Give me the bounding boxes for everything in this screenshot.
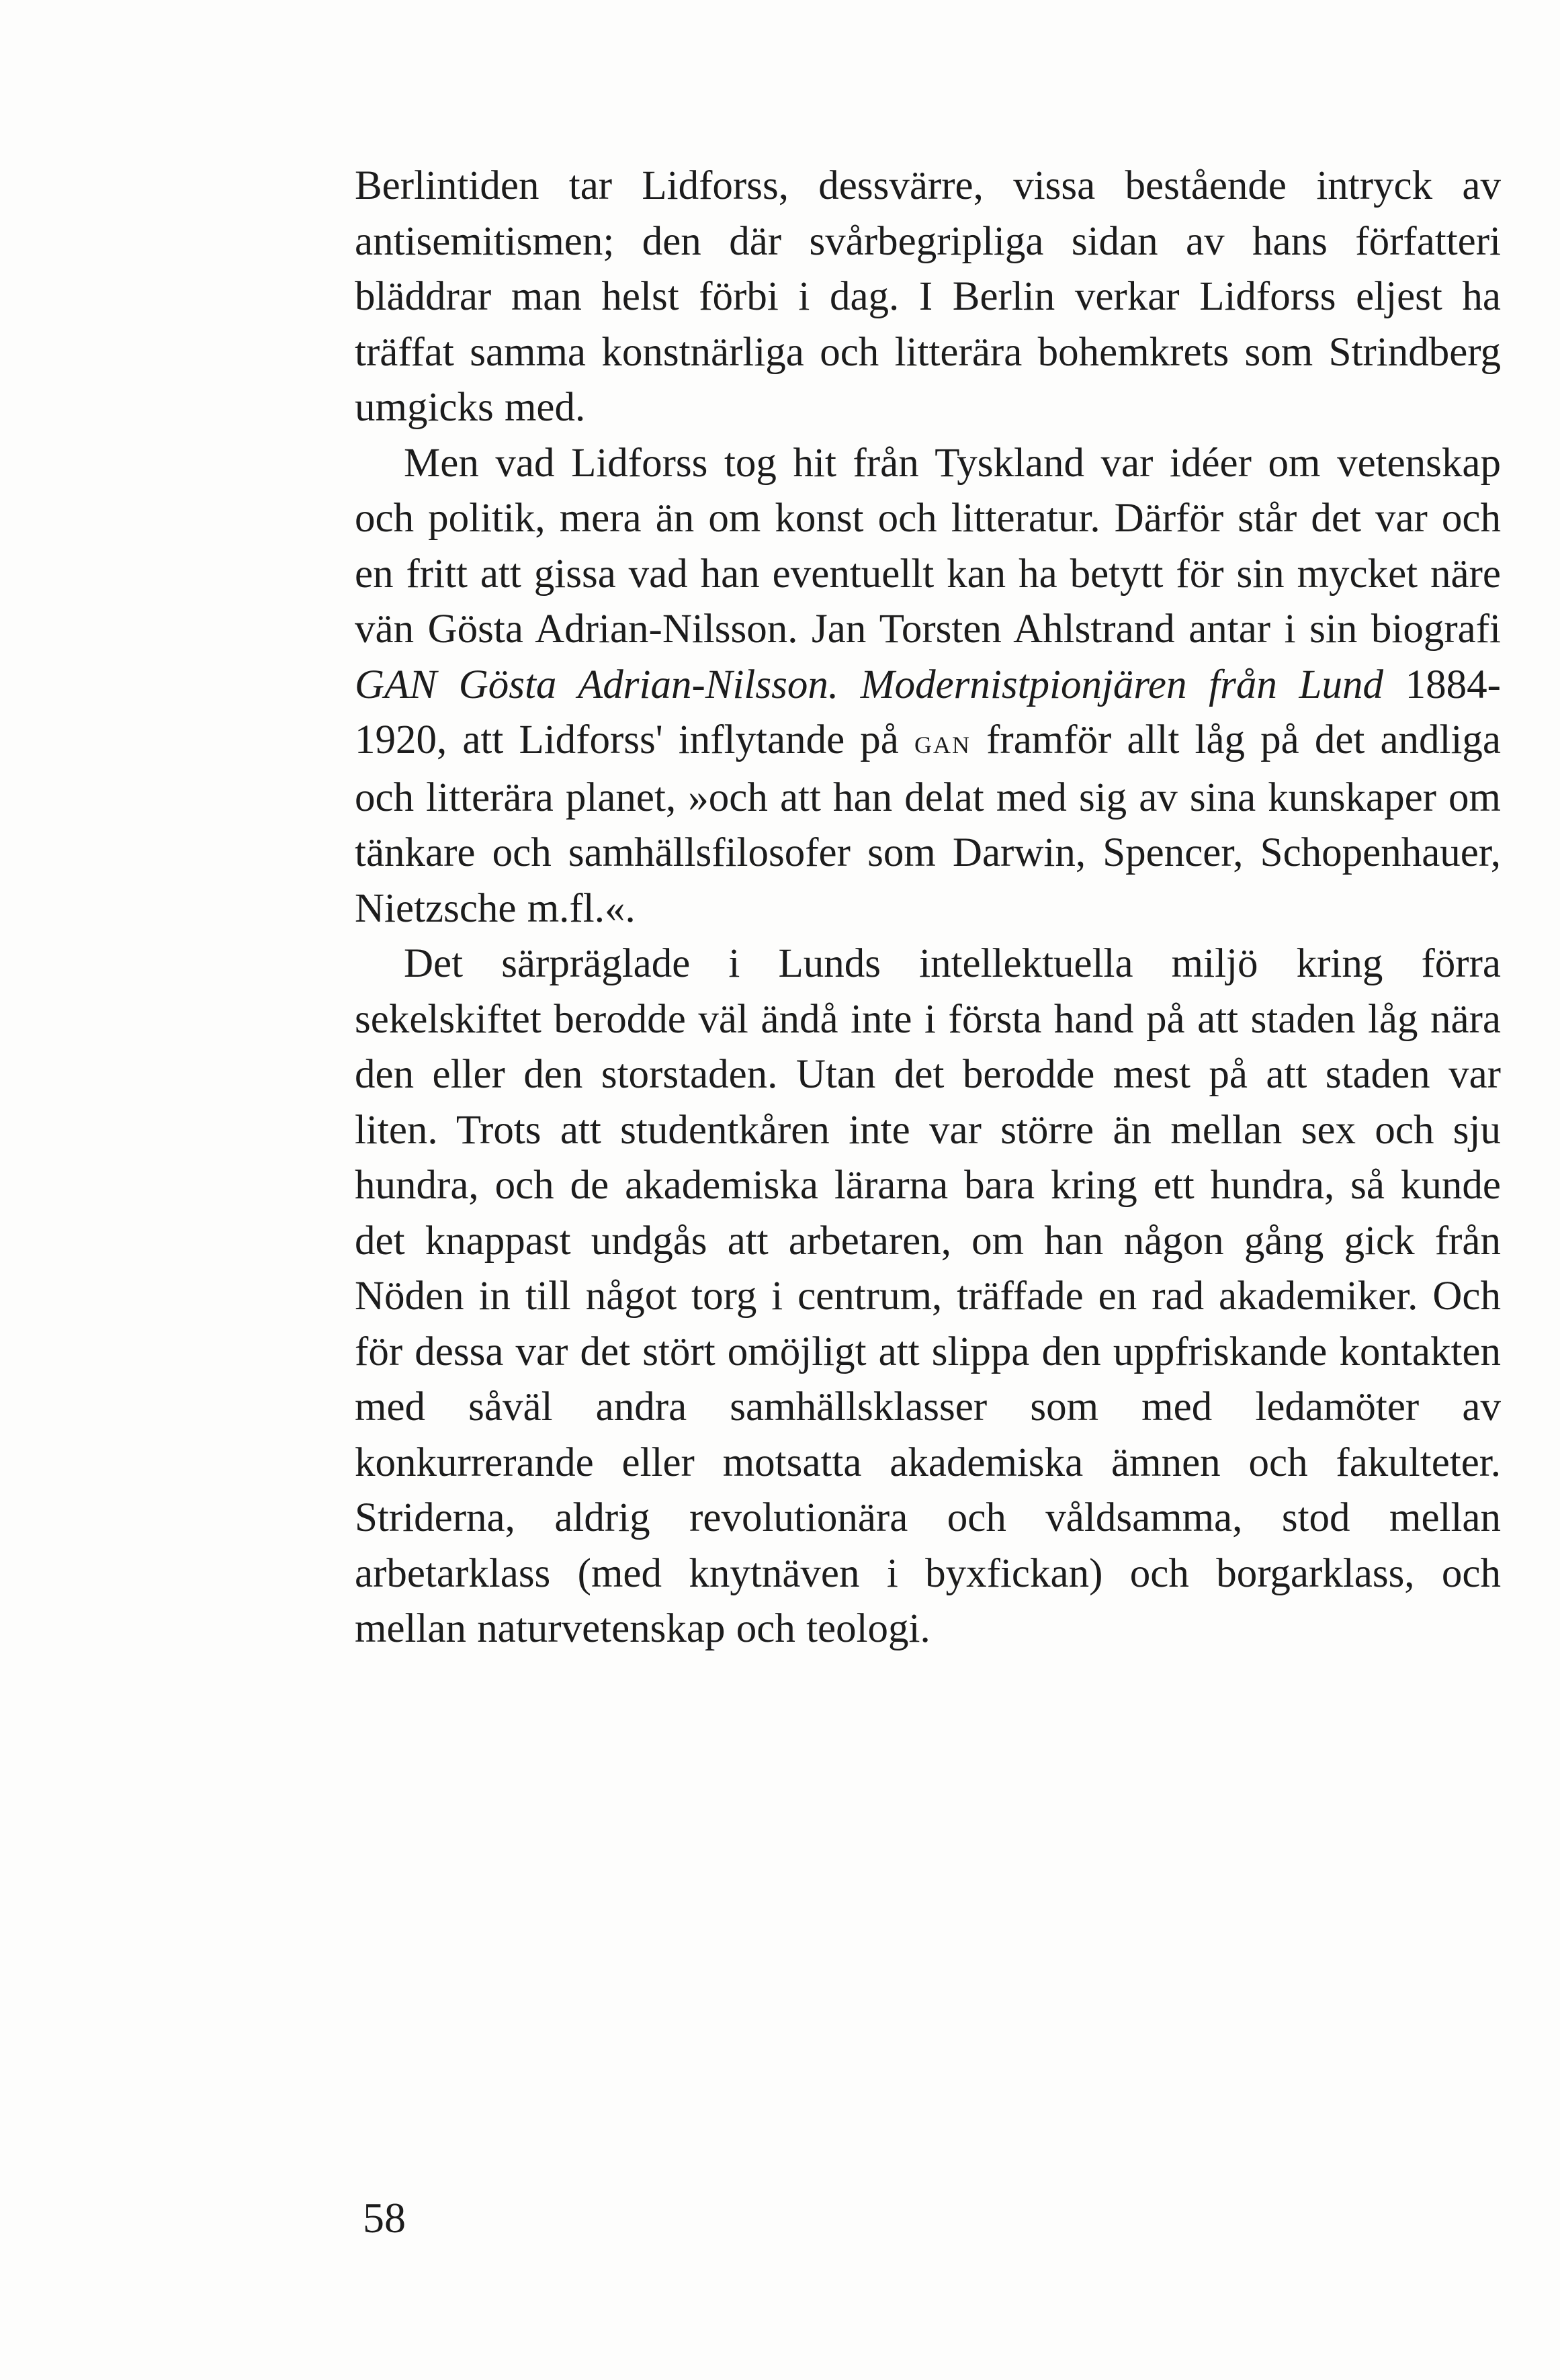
paragraph-3	[355, 936, 1501, 1657]
gan-abbreviation: gan	[914, 723, 971, 761]
book-title: GAN Gösta Adrian-Nilsson. Modernistpionjären från Lund	[355, 662, 1383, 707]
paragraph-2-text-c: framför allt låg på det andliga och litterära planet, »och att han delat med sig av sina kunskaper om tänkare och samhällsfilosofer som Darwin, Spencer, Schopenhauer, Nietzsche m.fl.«.	[355, 717, 1502, 931]
paragraph-1-text: Berlintiden tar Lidforss, dessvärre, vissa bestående intryck av antisemitismen; den där svårbegripliga sidan av hans författeri bläddrar man helst förbi i dag. I Berlin verkar Lidforss eljest ha träffat samma konstnärliga och litterära bohemkrets som Strindberg umgicks med.	[355, 163, 1501, 430]
paragraph-1	[355, 159, 1501, 436]
paragraph-2	[355, 436, 1501, 937]
paragraph-3-text: Det särpräglade i Lunds intellektuella miljö kring förra sekelskiftet berodde väl ändå inte i första hand på att staden låg nära den eller den storstaden. Utan det berodde mest på att staden var liten. Trots att studentkåren inte var större än mellan sex och sju hundra, och de akademiska lärarna bara kring ett hundra, så kunde det knappast undgås att arbetaren, om han någon gång gick från Nöden in till något torg i centrum, träffade en rad akademiker. Och för dessa var det stört omöjligt att slippa den uppfriskande kontakten med såväl andra samhällsklasser som med ledamöter av konkurrerande eller motsatta akademiska ämnen och fakulteter. Striderna, aldrig revolutionära och våldsamma, stod mellan arbetarklass (med knytnäven i byxfickan) och borgarklass, och mellan naturvetenskap och teologi.	[355, 941, 1501, 1651]
paragraph-2-text-b: 1884-1920, att Lidforss' inflytande på	[355, 662, 1501, 762]
page-number: 58	[363, 2194, 406, 2242]
paragraph-2-text-a: Men vad Lidforss tog hit från Tyskland var idéer om vetenskap och politik, mera än om konst och litteratur. Därför står det var och en fritt att gissa vad han eventuellt kan ha betytt för sin mycket näre vän Gösta Adrian-Nilsson. Jan Torsten Ahlstrand antar i sin biografi	[355, 440, 1501, 652]
body-text	[355, 159, 1501, 1657]
